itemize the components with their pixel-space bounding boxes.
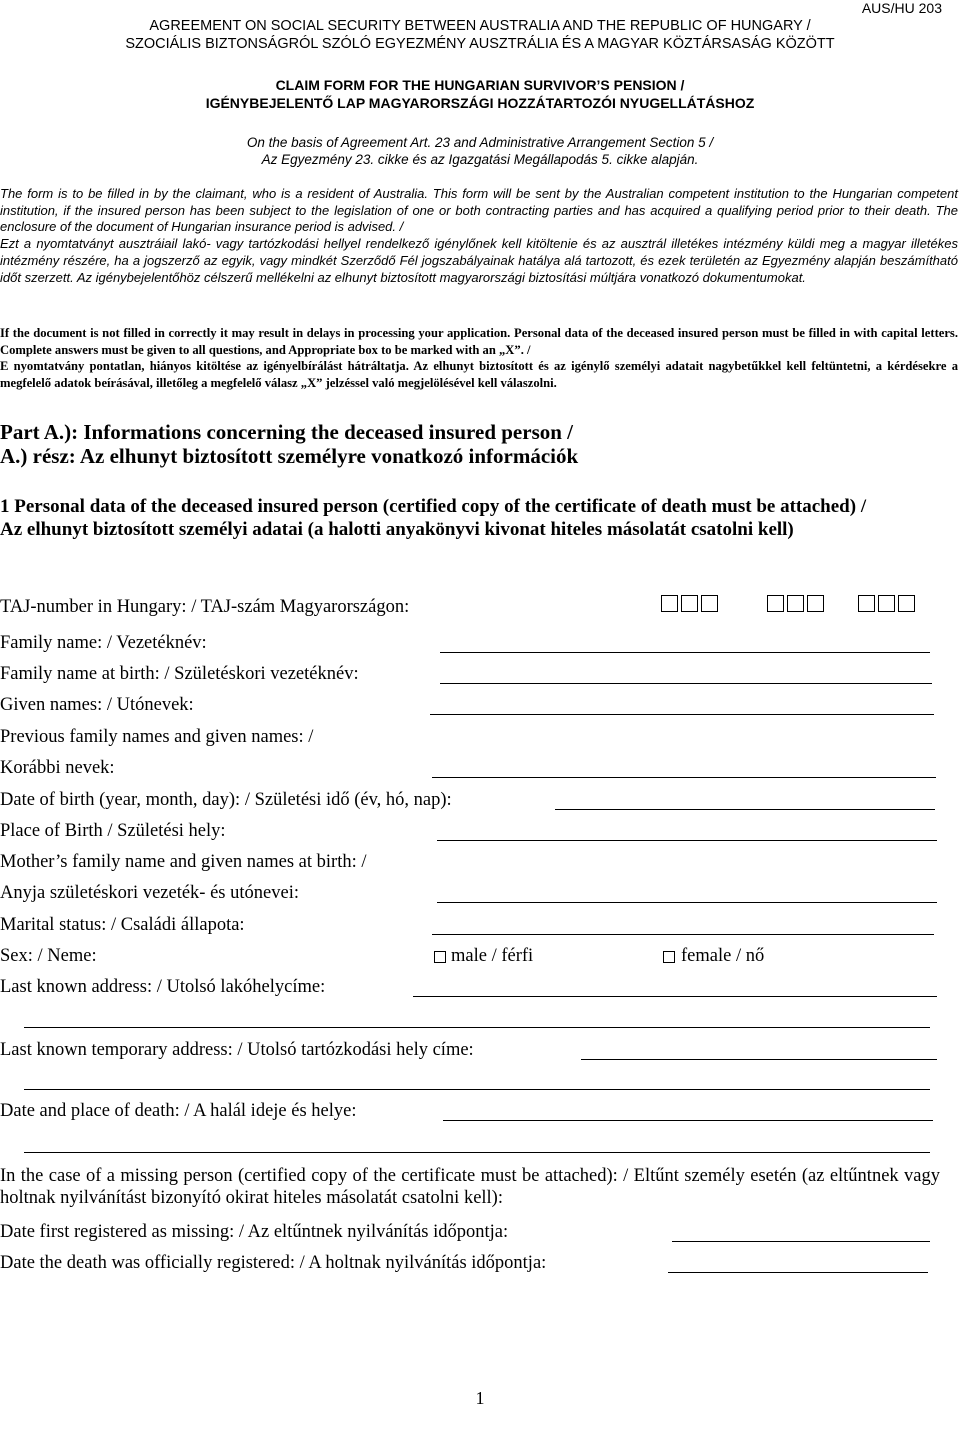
taj-digit-box[interactable]	[681, 595, 698, 612]
taj-number-label: TAJ-number in Hungary: / TAJ-szám Magyarországon:	[0, 597, 410, 617]
taj-digit-box[interactable]	[661, 595, 678, 612]
date-death-registered-label: Date the death was officially registered: / A holtnak nyilvánítás időpontja:	[0, 1253, 547, 1273]
section-1-heading	[0, 496, 945, 541]
taj-digit-box[interactable]	[787, 595, 804, 612]
legal-basis-en: On the basis of Agreement Art. 23 and Administrative Arrangement Section 5 /	[246, 135, 714, 150]
claim-form-title-hu: IGÉNYBEJELENTŐ LAP MAGYARORSZÁGI HOZZÁTARTOZÓI NYUGELLÁTÁSHOZ	[205, 95, 755, 111]
taj-digit-box[interactable]	[898, 595, 915, 612]
mother-name-label-en: Mother’s family name and given names at birth: /	[0, 852, 367, 872]
section-1-heading-hu: Az elhunyt biztosított személyi adatai (a halotti anyakönyvi kivonat hiteles másolatát csatolni kell)	[0, 518, 794, 540]
marital-status-label: Marital status: / Családi állapota:	[0, 915, 245, 935]
taj-digit-box[interactable]	[807, 595, 824, 612]
instructions-text-hu: E nyomtatvány pontatlan, hiányos kitöltése az igényelbírálást hátráltatja. Az elhunyt biztosított és az igénylő személyi adatait nagybetűkkel kell feltüntetni, a kérdésekre a megfelelő adatok beírásával, illetőleg a megfelelő válasz „X” jelzéssel való megjelölésével kell válaszolni.	[0, 359, 958, 390]
instructions-paragraph	[0, 325, 958, 391]
date-missing-field[interactable]	[672, 1241, 930, 1242]
intro-text-hu: Ezt a nyomtatványt ausztráiail lakó- vagy tartózkodási hellyel rendelkező igénylőnek kell kitöltenie és az ausztrál illetékes intézmény küldi meg a magyar illetékes intézmény részére, ha a jogszerző az egyik, vagy mindkét Szerződő Fél jogszabályainak hatálya alá tartozott, és ezek területén az Egyezmény alapján beszámítható időt szerzett. Az igénybejelentőhöz célszerű mellékelni az elhunyt biztosított magyarországi biztosítási múltjára vonatkozó dokumentumokat.	[0, 236, 958, 285]
date-death-registered-field[interactable]	[668, 1272, 928, 1273]
missing-person-paragraph: In the case of a missing person (certified copy of the certificate must be attached): / Eltűnt személy esetén (az eltűntnek vagy holtnak nyilvánítást bizonyító okirat hiteles másolatát csatolni kell):	[0, 1166, 940, 1208]
taj-digit-box[interactable]	[767, 595, 784, 612]
mother-name-field[interactable]	[437, 902, 937, 903]
place-of-birth-label: Place of Birth / Születési hely:	[0, 821, 226, 841]
male-option-label: male / férfi	[451, 946, 534, 966]
date-of-birth-label: Date of birth (year, month, day): / Születési idő (év, hó, nap):	[0, 790, 452, 810]
given-names-label: Given names: / Utónevek:	[0, 695, 194, 715]
agreement-title-en: AGREEMENT ON SOCIAL SECURITY BETWEEN AUSTRALIA AND THE REPUBLIC OF HUNGARY /	[149, 18, 811, 34]
agreement-title-hu: SZOCIÁLIS BIZTONSÁGRÓL SZÓLÓ EGYEZMÉNY AUSZTRÁLIA ÉS A MAGYAR KÖZTÁRSASÁG KÖZÖTT	[125, 36, 835, 52]
previous-names-field[interactable]	[432, 777, 936, 778]
last-address-label: Last known address: / Utolsó lakóhelycíme:	[0, 977, 326, 997]
part-a-title-en: Part A.): Informations concerning the deceased insured person /	[0, 420, 573, 444]
part-a-title-hu: A.) rész: Az elhunyt biztosított személyre vonatkozó információk	[0, 444, 579, 468]
sex-label: Sex: / Neme:	[0, 946, 97, 966]
male-checkbox[interactable]	[434, 951, 446, 963]
female-checkbox[interactable]	[663, 951, 675, 963]
taj-digit-box[interactable]	[858, 595, 875, 612]
death-date-place-field[interactable]	[443, 1120, 933, 1121]
last-address-field-line-2[interactable]	[24, 1027, 930, 1028]
form-code: AUS/HU 203	[861, 0, 942, 16]
place-of-birth-field[interactable]	[437, 840, 937, 841]
female-option-label: female / nő	[681, 946, 765, 966]
date-of-birth-field[interactable]	[555, 809, 935, 810]
marital-status-field[interactable]	[432, 934, 934, 935]
instructions-text-en: If the document is not filled in correctly it may result in delays in processing your application. Personal data of the deceased insured person must be filled in with capital letters. Complete answers must be given to all questions, and Appropriate box to be marked with an „X”. /	[0, 326, 958, 357]
birth-family-name-label: Family name at birth: / Születéskori vezetéknév:	[0, 664, 359, 684]
previous-names-label-hu: Korábbi nevek:	[0, 758, 115, 778]
legal-basis-hu: Az Egyezmény 23. cikke és az Igazgatási Megállapodás 5. cikke alapján.	[261, 152, 699, 167]
family-name-label: Family name: / Vezetéknév:	[0, 633, 207, 653]
part-a-title	[0, 420, 578, 468]
mother-name-label-hu: Anyja születéskori vezeték- és utónevei:	[0, 883, 299, 903]
last-temp-address-label: Last known temporary address: / Utolsó tartózkodási hely címe:	[0, 1040, 474, 1060]
birth-family-name-field[interactable]	[440, 683, 932, 684]
last-temp-address-field[interactable]	[581, 1059, 937, 1060]
family-name-field[interactable]	[440, 652, 930, 653]
taj-digit-box[interactable]	[878, 595, 895, 612]
death-date-place-label: Date and place of death: / A halál ideje és helye:	[0, 1101, 357, 1121]
claim-form-title-en: CLAIM FORM FOR THE HUNGARIAN SURVIVOR’S PENSION /	[275, 77, 685, 93]
intro-text-en: The form is to be filled in by the claimant, who is a resident of Australia. This form will be sent by the Australian competent institution to the Hungarian competent institution, if the insured person has been subject to the legislation of one or both contracting parties and has acquired a qualifying period prior to their death. The enclosure of the document of Hungarian insurance period is advised. /	[0, 186, 958, 235]
previous-names-label-en: Previous family names and given names: /	[0, 727, 314, 747]
intro-paragraph	[0, 186, 958, 286]
page-number: 1	[475, 1388, 485, 1408]
taj-digit-box[interactable]	[701, 595, 718, 612]
last-temp-address-field-line-2[interactable]	[24, 1089, 930, 1090]
death-date-place-field-line-2[interactable]	[24, 1152, 930, 1153]
given-names-field[interactable]	[430, 714, 934, 715]
date-missing-label: Date first registered as missing: / Az eltűntnek nyilvánítás időpontja:	[0, 1222, 509, 1242]
last-address-field[interactable]	[413, 996, 937, 997]
section-1-heading-en: 1 Personal data of the deceased insured person (certified copy of the certificate of death must be attached) /	[0, 496, 867, 517]
